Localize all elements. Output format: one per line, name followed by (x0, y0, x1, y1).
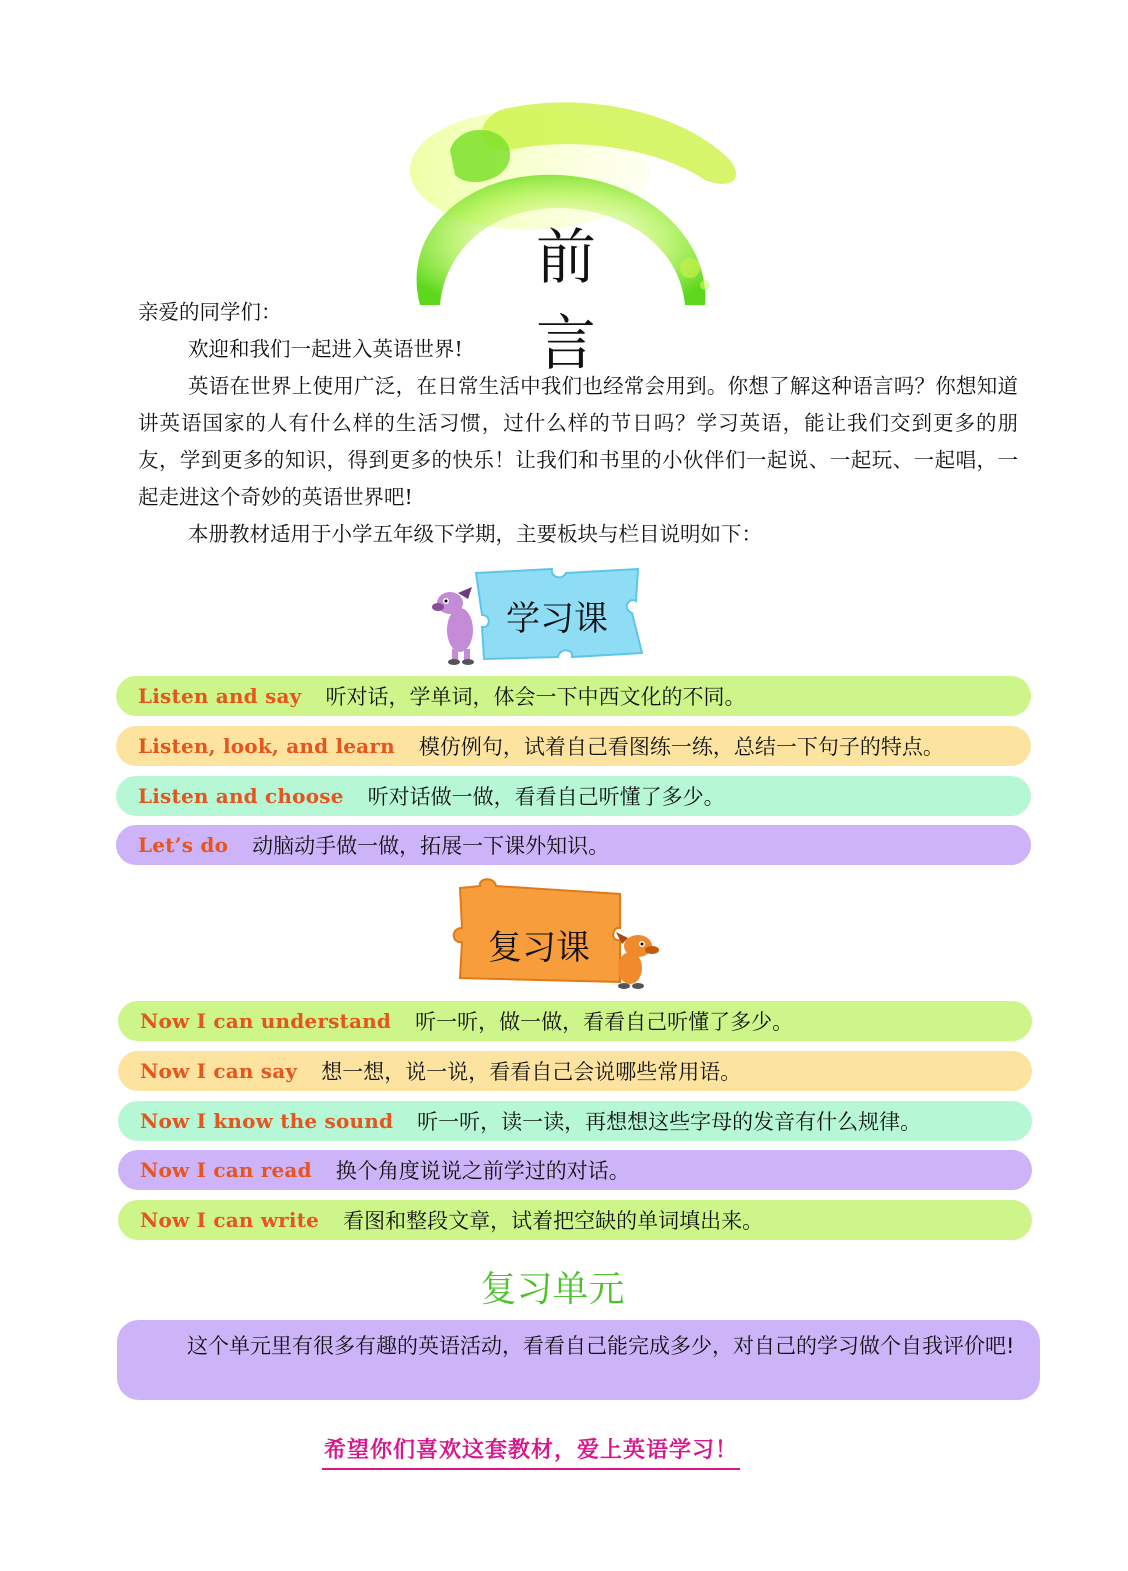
item-description: 换个角度说说之前学过的对话。 (335, 1159, 630, 1183)
item-term: Now I can say (140, 1059, 298, 1083)
item-description: 动脑动手做一做，拓展一下课外知识。 (252, 834, 610, 858)
intro-paragraph-1: 欢迎和我们一起进入英语世界! (188, 337, 463, 361)
item-term: Now I can write (140, 1208, 320, 1232)
study-item-listen-look-learn (116, 726, 1031, 766)
item-description: 听一听，做一做，看看自己听懂了多少。 (415, 1010, 794, 1034)
review-unit-description: 这个单元里有很多有趣的英语活动，看看自己能完成多少，对自己的学习做个自我评价吧! (117, 1320, 1040, 1400)
item-term: Now I know the sound (140, 1109, 394, 1133)
item-description: 听对话做一做，看看自己听懂了多少。 (367, 785, 725, 809)
greeting: 亲爱的同学们： (138, 300, 282, 324)
review-lesson-banner (440, 878, 670, 990)
study-lesson-label: 学习课 (506, 599, 608, 639)
study-item-lets-do (116, 825, 1031, 865)
item-description: 听一听，读一读，再想想这些字母的发音有什么规律。 (417, 1110, 922, 1134)
review-item-write (118, 1200, 1032, 1240)
item-description: 看图和整段文章，试着把空缺的单词填出来。 (343, 1209, 764, 1233)
item-term: Now I can understand (140, 1009, 392, 1033)
item-term: Listen, look, and learn (138, 734, 395, 758)
study-item-listen-and-say (116, 676, 1031, 716)
item-term: Now I can read (140, 1158, 312, 1182)
intro-paragraph-2: 英语在世界上使用广泛，在日常生活中我们也经常会用到。你想了解这种语言吗？你想知道讲英语国家的人有什么样的生活习惯，过什么样的节日吗？学习英语，能让我们交到更多的朋友，学到更多的知识，得到更多的快乐！让我们和书里的小伙伴们一起说、一起玩、一起唱，一起走进这个奇妙的英语世界吧! (138, 374, 1018, 509)
closing-message: 希望你们喜欢这套教材，爱上英语学习！ (322, 1433, 740, 1470)
review-item-understand (118, 1001, 1032, 1041)
item-term: Listen and choose (138, 784, 344, 808)
intro-paragraph-3: 本册教材适用于小学五年级下学期，主要板块与栏目说明如下： (188, 522, 762, 546)
review-item-say (118, 1051, 1032, 1091)
item-term: Listen and say (138, 684, 302, 708)
item-term: Let’s do (138, 833, 229, 857)
item-description: 模仿例句，试着自己看图练一练，总结一下句子的特点。 (418, 735, 944, 759)
dog-mascot-icon (608, 930, 664, 990)
review-lesson-label: 复习课 (488, 928, 590, 968)
page-title: 前 言 (536, 223, 624, 379)
dog-mascot-icon (432, 585, 482, 665)
item-description: 想一想，说一说，看看自己会说哪些常用语。 (321, 1060, 742, 1084)
review-item-read (118, 1150, 1032, 1190)
study-lesson-banner (432, 565, 652, 665)
item-description: 听对话，学单词，体会一下中西文化的不同。 (325, 685, 746, 709)
review-unit-title: 复习单元 (480, 1269, 625, 1310)
review-item-sound (118, 1101, 1032, 1141)
study-item-listen-and-choose (116, 776, 1031, 816)
